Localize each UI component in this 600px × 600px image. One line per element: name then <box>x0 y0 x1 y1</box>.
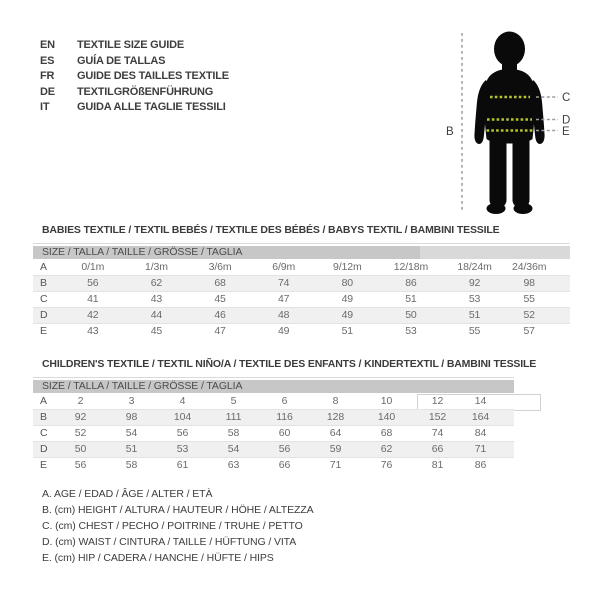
chest-label: C <box>562 92 571 104</box>
measurement-figure <box>440 10 590 220</box>
table-cell: 1/3m <box>144 260 168 273</box>
table-cell: 43 <box>150 293 163 305</box>
table-cell: 44 <box>150 309 163 321</box>
table-row <box>33 307 570 323</box>
legend-item-chest: C. (cm) CHEST / PECHO / POITRINE / TRUHE / PETTO <box>42 520 303 532</box>
table-cell: 12 <box>431 394 444 407</box>
table-cell: 49 <box>277 325 290 338</box>
silhouette-right-foot <box>514 203 533 214</box>
silhouette-right-leg <box>513 134 530 208</box>
table-cell: 42 <box>87 309 99 321</box>
table-cell: 49 <box>341 309 354 321</box>
row-label: E <box>40 459 47 472</box>
table-cell: 52 <box>523 309 535 321</box>
language-code: ES <box>40 54 55 67</box>
language-row <box>40 69 229 85</box>
table-cell: 61 <box>176 459 189 472</box>
table-cell: 41 <box>87 293 99 305</box>
table-cell: 51 <box>125 443 138 455</box>
table-row <box>33 275 570 291</box>
language-row <box>40 38 229 54</box>
babies-table-body <box>33 259 570 339</box>
row-label: D <box>40 443 48 455</box>
table-cell: 54 <box>227 443 240 455</box>
table-cell: 62 <box>150 277 163 289</box>
table-cell: 74 <box>431 427 444 439</box>
children-size-table <box>33 393 514 473</box>
table-row <box>33 291 570 307</box>
table-cell: 10 <box>380 394 393 407</box>
table-cell: 66 <box>278 459 291 472</box>
row-label: C <box>40 293 48 305</box>
table-cell: 14 <box>474 394 487 407</box>
table-cell: 52 <box>74 427 87 439</box>
children-section-title: CHILDREN'S TEXTILE / TEXTIL NIÑO/A / TEXTILE DES ENFANTS / KINDERTEXTIL / BAMBINI TESSILE <box>42 358 537 370</box>
table-cell: 0/1m <box>81 260 105 273</box>
language-label: GUÍA DE TALLAS <box>77 54 166 67</box>
child-silhouette <box>474 32 544 215</box>
language-label: TEXTILE SIZE GUIDE <box>77 39 185 51</box>
table-cell: 164 <box>471 411 490 423</box>
table-row <box>33 393 514 409</box>
legend-item-height: B. (cm) HEIGHT / ALTURA / HAUTEUR / HÖHE / ALTEZZA <box>42 504 314 516</box>
table-cell: 76 <box>380 459 393 472</box>
table-cell: 51 <box>341 325 354 338</box>
table-cell: 80 <box>341 277 354 289</box>
table-cell: 53 <box>468 293 481 305</box>
children-size-header-label: SIZE / TALLA / TAILLE / GRÖSSE / TAGLIA <box>42 380 243 392</box>
children-size-header-bar <box>33 380 514 393</box>
table-cell: 53 <box>176 443 189 455</box>
table-cell: 3 <box>128 394 135 407</box>
table-row <box>33 409 514 425</box>
table-cell: 50 <box>74 443 87 455</box>
legend-item-hip: E. (cm) HIP / CADERA / HANCHE / HÜFTE / HIPS <box>42 552 274 564</box>
table-cell: 53 <box>405 325 417 338</box>
silhouette-left-foot <box>487 203 506 214</box>
language-code: DE <box>40 85 55 98</box>
language-row <box>40 85 229 101</box>
table-cell: 68 <box>214 277 226 289</box>
row-label: C <box>40 427 48 439</box>
table-cell: 50 <box>405 309 417 321</box>
table-cell: 111 <box>225 411 242 423</box>
table-cell: 92 <box>74 411 87 423</box>
language-list <box>40 38 229 116</box>
table-cell: 46 <box>214 309 226 321</box>
table-row <box>33 323 570 339</box>
row-label: A <box>40 260 47 273</box>
language-code: EN <box>40 39 55 51</box>
table-cell: 116 <box>276 411 293 423</box>
table-cell: 3/6m <box>208 260 232 273</box>
table-cell: 152 <box>428 411 447 423</box>
row-label: E <box>40 325 47 338</box>
table-cell: 45 <box>150 325 163 338</box>
table-cell: 58 <box>227 427 240 439</box>
table-cell: 24/36m <box>511 260 547 273</box>
table-cell: 68 <box>380 427 393 439</box>
language-label: GUIDA ALLE TAGLIE TESSILI <box>77 101 226 114</box>
table-cell: 51 <box>405 293 417 305</box>
table-cell: 56 <box>74 459 87 472</box>
table-cell: 56 <box>278 443 291 455</box>
table-cell: 51 <box>468 309 481 321</box>
legend-item-waist: D. (cm) WAIST / CINTURA / TAILLE / HÜFTUNG / VITA <box>42 536 297 548</box>
legend-item-age: A. AGE / EDAD / ÂGE / ALTER / ETÀ <box>42 488 213 500</box>
children-table-body <box>33 393 514 473</box>
table-cell: 71 <box>474 443 487 455</box>
language-label: GUIDE DES TAILLES TEXTILE <box>77 70 229 83</box>
row-label: D <box>40 309 48 321</box>
silhouette-left-leg <box>490 134 507 208</box>
table-cell: 104 <box>173 411 192 423</box>
measurement-legend <box>42 486 314 566</box>
table-cell: 62 <box>380 443 393 455</box>
table-cell: 63 <box>227 459 240 472</box>
row-label: A <box>40 394 47 407</box>
header-highlight-overlay <box>420 246 570 259</box>
table-cell: 66 <box>431 443 444 455</box>
table-cell: 59 <box>329 443 342 455</box>
table-cell: 2 <box>77 394 84 407</box>
height-label: B <box>446 126 454 138</box>
table-cell: 98 <box>523 277 535 289</box>
table-cell: 58 <box>125 459 138 472</box>
table-cell: 64 <box>329 427 342 439</box>
babies-size-header-bar <box>33 246 570 259</box>
language-code: IT <box>40 101 50 114</box>
table-row <box>33 425 514 441</box>
table-cell: 84 <box>474 427 487 439</box>
table-cell: 9/12m <box>332 260 362 273</box>
table-cell: 6 <box>281 394 288 407</box>
row-label: B <box>40 411 47 423</box>
table-cell: 49 <box>341 293 354 305</box>
table-cell: 57 <box>523 325 535 338</box>
language-row <box>40 54 229 70</box>
babies-table-rule <box>33 243 570 244</box>
babies-size-header-label: SIZE / TALLA / TAILLE / GRÖSSE / TAGLIA <box>42 246 243 258</box>
table-row <box>33 441 514 457</box>
hip-label: E <box>562 126 570 138</box>
table-cell: 48 <box>277 309 290 321</box>
silhouette-torso <box>484 69 535 144</box>
table-cell: 92 <box>468 277 481 289</box>
row-label: B <box>40 277 47 289</box>
children-table-rule <box>33 377 514 378</box>
table-cell: 140 <box>377 411 396 423</box>
table-cell: 86 <box>474 459 487 472</box>
babies-section-title: BABIES TEXTILE / TEXTIL BEBÉS / TEXTILE DES BÉBÉS / BABYS TEXTIL / BAMBINI TESSILE <box>42 224 500 236</box>
table-cell: 43 <box>87 325 99 338</box>
language-code: FR <box>40 70 55 83</box>
table-cell: 98 <box>125 411 138 423</box>
table-cell: 56 <box>176 427 189 439</box>
table-cell: 54 <box>125 427 138 439</box>
table-cell: 71 <box>329 459 342 472</box>
babies-size-table <box>33 259 570 339</box>
language-label: TEXTILGRÖßENFÜHRUNG <box>77 85 214 98</box>
table-cell: 56 <box>87 277 99 289</box>
table-cell: 6/9m <box>272 260 296 273</box>
table-cell: 5 <box>230 394 237 407</box>
language-row <box>40 100 229 116</box>
table-cell: 55 <box>468 325 481 338</box>
table-cell: 74 <box>277 277 290 289</box>
table-cell: 128 <box>326 411 345 423</box>
table-cell: 55 <box>523 293 535 305</box>
table-cell: 86 <box>405 277 417 289</box>
table-cell: 47 <box>214 325 226 338</box>
table-cell: 81 <box>431 459 444 472</box>
table-cell: 4 <box>179 394 186 407</box>
table-cell: 18/24m <box>457 260 492 273</box>
table-cell: 60 <box>278 427 291 439</box>
table-row <box>33 259 570 275</box>
table-cell: 47 <box>277 293 290 305</box>
table-cell: 12/18m <box>393 260 429 273</box>
table-row <box>33 457 514 473</box>
waist-label: D <box>562 114 571 127</box>
table-cell: 45 <box>214 293 226 305</box>
table-cell: 8 <box>332 394 339 407</box>
